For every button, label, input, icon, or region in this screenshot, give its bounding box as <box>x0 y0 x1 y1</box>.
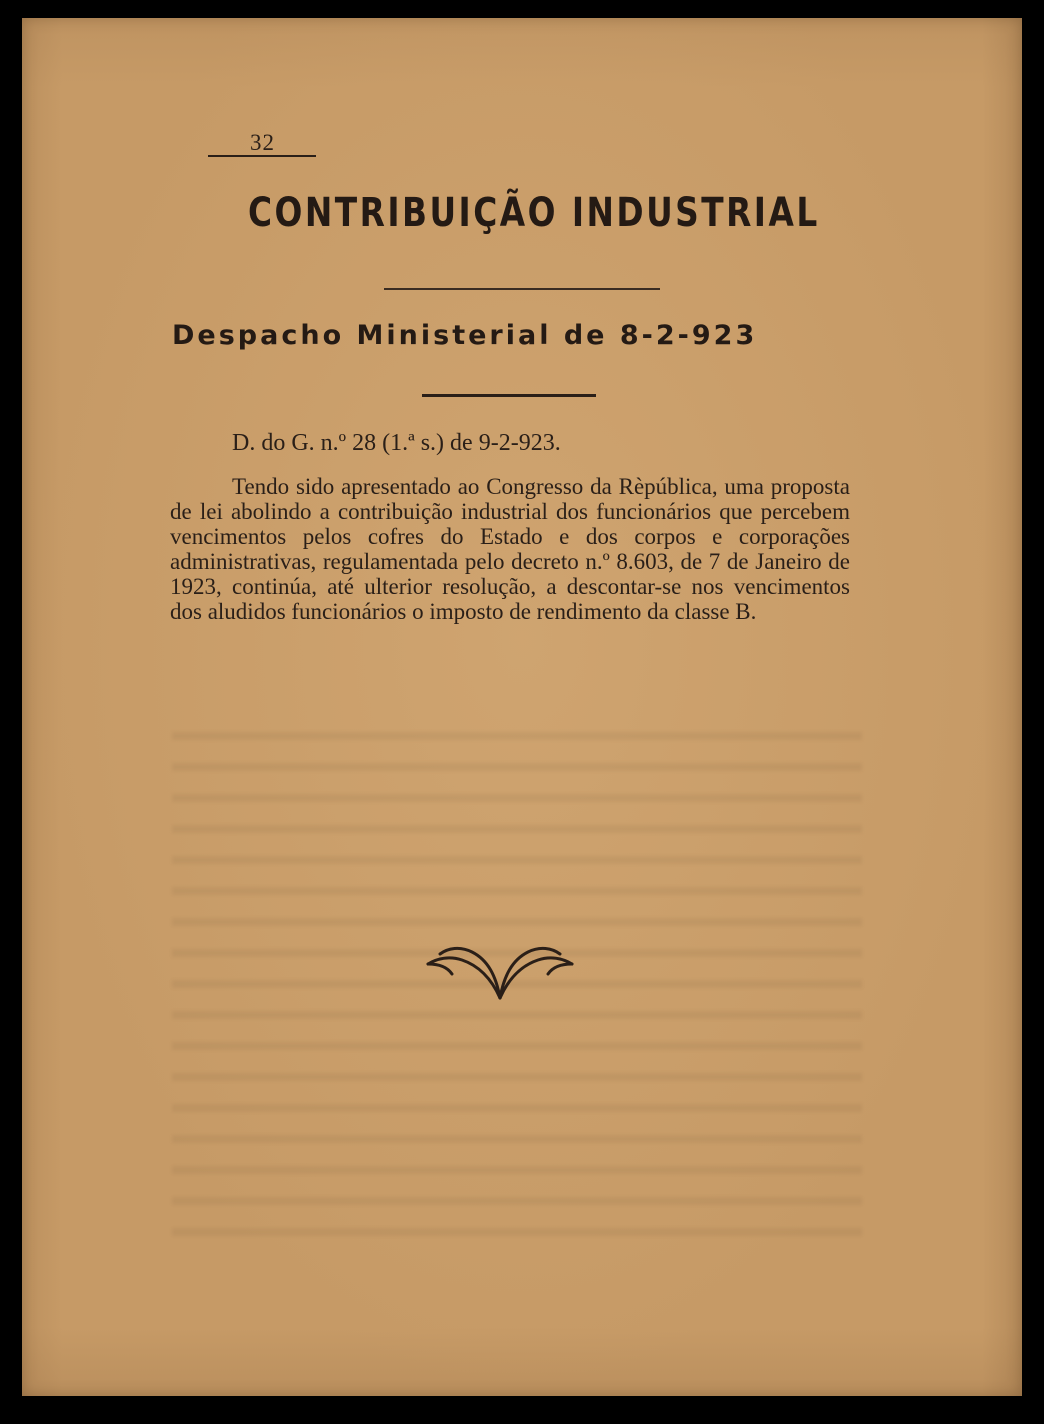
page-title: CONTRIBUIÇÃO INDUSTRIAL <box>248 190 820 236</box>
page-number: 32 <box>250 130 275 155</box>
body-paragraph: Tendo sido apresentado ao Congresso da Rèpública, uma proposta de lei abolindo a contribuição industrial dos funcionários que percebem vencimentos pelos cofres do Estado e dos corpos e corporações administrativas, regulamentada pelo decreto n.º 8.603, de 7 de Janeiro de 1923, continúa, até ulterior resolução, a descontar-se nos vencimentos dos aludidos funcionários o imposto de rendimento da classe B. <box>170 474 850 624</box>
page-number-rule <box>208 155 316 157</box>
gazette-reference: D. do G. n.º 28 (1.ª s.) de 9-2-923. <box>232 430 561 456</box>
title-rule <box>384 288 660 290</box>
document-page <box>22 18 1022 1396</box>
subtitle-rule <box>422 394 596 397</box>
page-subtitle: Despacho Ministerial de 8-2-923 <box>172 320 758 351</box>
floral-ornament-icon <box>422 940 578 1000</box>
